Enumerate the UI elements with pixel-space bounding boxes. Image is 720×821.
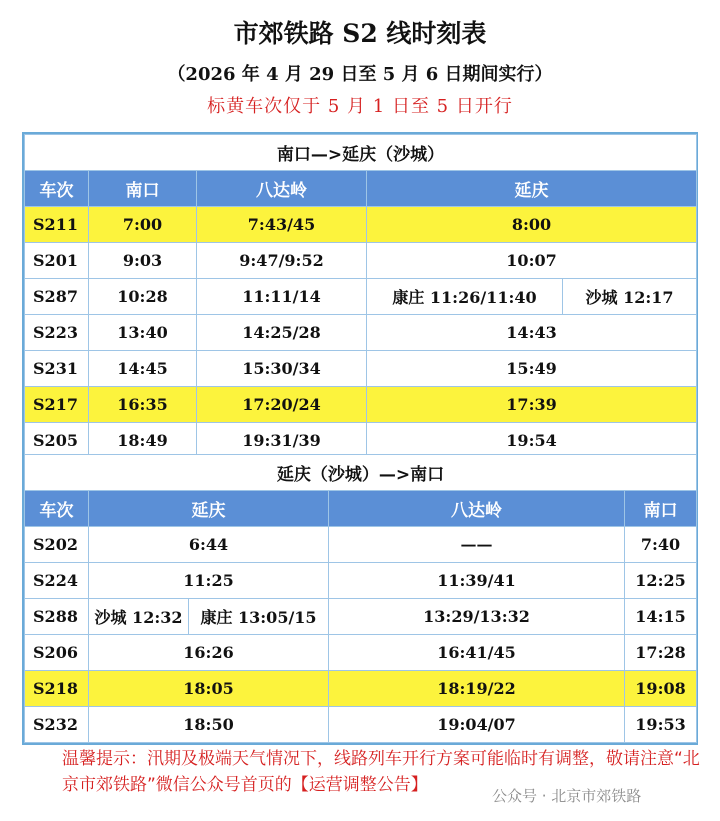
time-nankou: 19:53	[625, 707, 697, 743]
time-shacheng: 沙城 12:32	[89, 599, 189, 635]
time-yanqing: 19:54	[367, 423, 697, 459]
header-badaling: 八达岭	[197, 171, 367, 207]
time-yanqing: 18:50	[89, 707, 329, 743]
time-badaling: ——	[329, 527, 625, 563]
table-row	[25, 635, 697, 671]
table-row	[25, 563, 697, 599]
time-nankou: 14:15	[625, 599, 697, 635]
time-nankou: 14:45	[89, 351, 197, 387]
time-nankou: 7:40	[625, 527, 697, 563]
time-yanqing: 16:26	[89, 635, 329, 671]
train-number: S201	[25, 243, 89, 279]
time-nankou: 18:49	[89, 423, 197, 459]
time-kangzhuang: 康庄 11:26/11:40	[367, 279, 563, 315]
train-number: S231	[25, 351, 89, 387]
section-heading: 南口—>延庆（沙城）	[25, 135, 697, 171]
timetable-northbound	[24, 454, 697, 743]
time-nankou: 7:00	[89, 207, 197, 243]
watermark: 公众号 · 北京市郊铁路	[492, 787, 642, 805]
time-badaling: 16:41/45	[329, 635, 625, 671]
train-number: S224	[25, 563, 89, 599]
time-badaling: 17:20/24	[197, 387, 367, 423]
time-nankou: 19:08	[625, 671, 697, 707]
time-yanqing: 18:05	[89, 671, 329, 707]
warning-tip: 温馨提示：汛期及极端天气情况下，线路列车开行方案可能临时有调整，敬请注意“北京市郊铁路”微信公众号首页的【运营调整公告】	[62, 749, 700, 795]
table-row	[25, 315, 697, 351]
table-row	[25, 351, 697, 387]
time-yanqing: 8:00	[367, 207, 697, 243]
table-row	[25, 527, 697, 563]
time-badaling: 7:43/45	[197, 207, 367, 243]
time-badaling: 9:47/9:52	[197, 243, 367, 279]
train-number: S202	[25, 527, 89, 563]
header-train: 车次	[25, 171, 89, 207]
header-nankou: 南口	[625, 491, 697, 527]
time-nankou: 13:40	[89, 315, 197, 351]
highlight-note: 标黄车次仅于 5 月 1 日至 5 日开行	[207, 96, 513, 117]
table-row	[25, 207, 697, 243]
timetable-southbound	[24, 134, 697, 459]
train-number: S218	[25, 671, 89, 707]
time-yanqing: 17:39	[367, 387, 697, 423]
time-badaling: 19:04/07	[329, 707, 625, 743]
train-number: S206	[25, 635, 89, 671]
time-yanqing: 14:43	[367, 315, 697, 351]
header-nankou: 南口	[89, 171, 197, 207]
train-number: S217	[25, 387, 89, 423]
section-heading: 延庆（沙城）—>南口	[25, 455, 697, 491]
train-number: S211	[25, 207, 89, 243]
table-row	[25, 707, 697, 743]
train-number: S205	[25, 423, 89, 459]
time-nankou: 9:03	[89, 243, 197, 279]
header-train: 车次	[25, 491, 89, 527]
page-title: 市郊铁路 S2 线时刻表	[233, 19, 487, 48]
header-yanqing: 延庆	[89, 491, 329, 527]
train-number: S288	[25, 599, 89, 635]
page-subtitle: （2026 年 4 月 29 日至 5 月 6 日期间实行）	[167, 64, 553, 85]
time-nankou: 10:28	[89, 279, 197, 315]
table-row	[25, 279, 697, 315]
time-badaling: 18:19/22	[329, 671, 625, 707]
time-badaling: 15:30/34	[197, 351, 367, 387]
time-kangzhuang: 康庄 13:05/15	[189, 599, 329, 635]
time-badaling: 14:25/28	[197, 315, 367, 351]
table-row	[25, 599, 697, 635]
time-yanqing: 6:44	[89, 527, 329, 563]
time-nankou: 17:28	[625, 635, 697, 671]
time-badaling: 11:39/41	[329, 563, 625, 599]
time-badaling: 11:11/14	[197, 279, 367, 315]
table-row	[25, 671, 697, 707]
header-yanqing: 延庆	[367, 171, 697, 207]
time-shacheng: 沙城 12:17	[563, 279, 697, 315]
time-nankou: 16:35	[89, 387, 197, 423]
time-yanqing: 11:25	[89, 563, 329, 599]
time-yanqing: 10:07	[367, 243, 697, 279]
train-number: S223	[25, 315, 89, 351]
time-yanqing: 15:49	[367, 351, 697, 387]
table-row	[25, 243, 697, 279]
table-row	[25, 387, 697, 423]
header-badaling: 八达岭	[329, 491, 625, 527]
train-number: S232	[25, 707, 89, 743]
time-badaling: 19:31/39	[197, 423, 367, 459]
train-number: S287	[25, 279, 89, 315]
time-nankou: 12:25	[625, 563, 697, 599]
time-badaling: 13:29/13:32	[329, 599, 625, 635]
